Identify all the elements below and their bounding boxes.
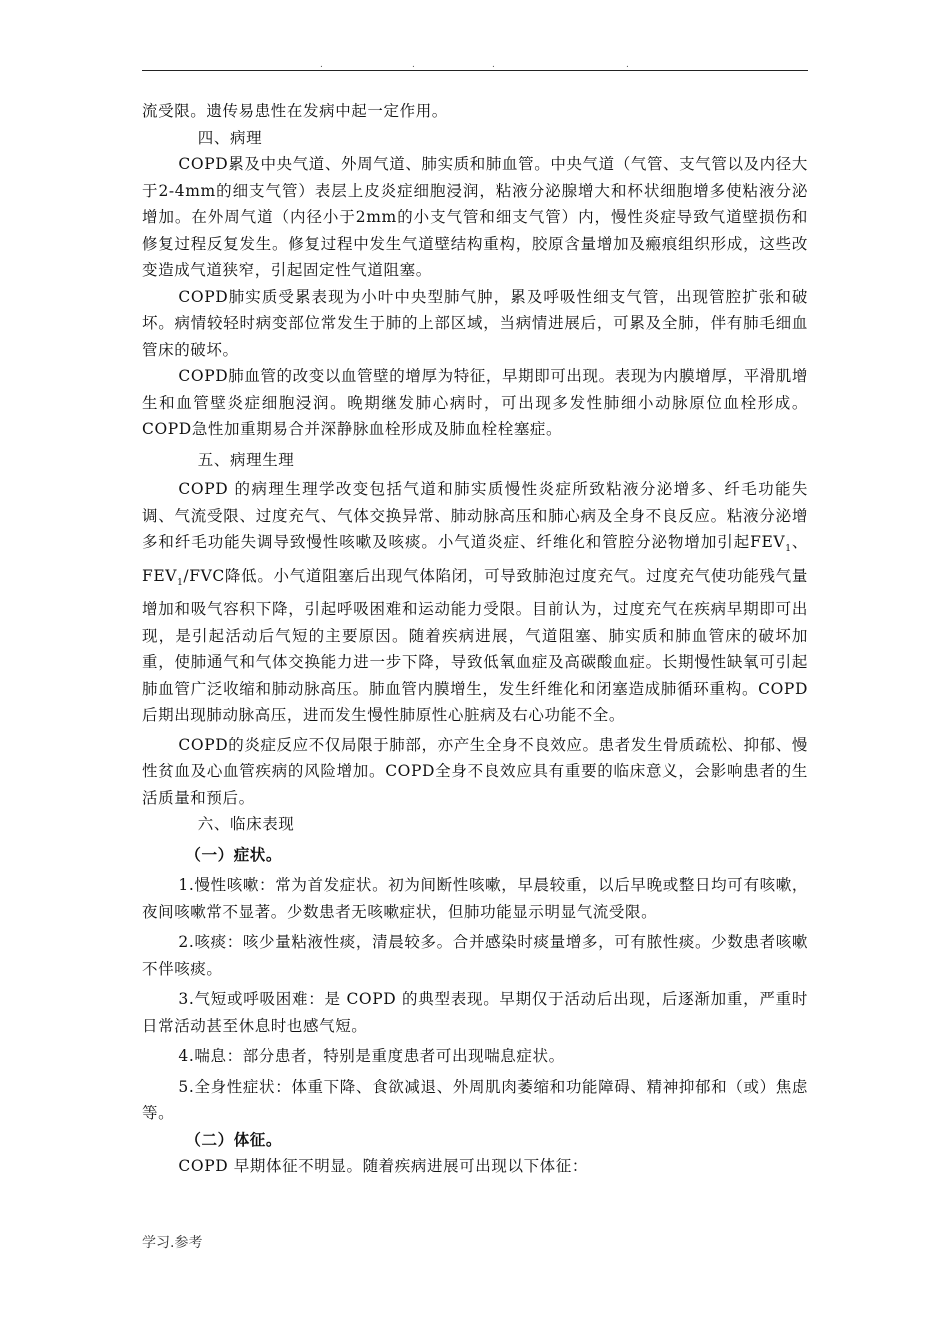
page-footer: 学习.参考 (142, 1235, 203, 1251)
header-dot: . (320, 60, 323, 70)
paragraph: COPD肺血管的改变以血管壁的增厚为特征，早期即可出现。表现为内膜增厚，平滑肌增生和血管壁炎症细胞浸润。晚期继发肺心病时，可出现多发性肺细小动脉原位血栓形成。COPD急性加重期易合并深静脉血栓形成及肺血栓栓塞症。 (142, 367, 808, 438)
section-heading-pathology: 四、病理 (197, 128, 263, 147)
symptom-item: 2.咳痰：咳少量粘液性痰，清晨较多。合并感染时痰量增多，可有脓性痰。少数患者咳嗽不伴咳痰。 (142, 933, 808, 978)
subsection-heading-symptoms: （一）症状。 (185, 844, 282, 864)
paragraph: COPD肺实质受累表现为小叶中央型肺气肿，累及呼吸性细支气管，出现管腔扩张和破坏。病情较轻时病变部位常发生于肺的上部区域，当病情进展后，可累及全肺，伴有肺毛细血管床的破坏。 (142, 287, 808, 359)
header-dot: . (492, 60, 495, 70)
header-dots (142, 60, 808, 70)
symptom-item: 1.慢性咳嗽：常为首发症状。初为间断性咳嗽，早晨较重，以后早晚或整日均可有咳嗽，夜间咳嗽常不显著。少数患者无咳嗽症状，但肺功能显示明显气流受限。 (142, 876, 808, 921)
header-rule (142, 70, 808, 71)
paragraph: COPD累及中央气道、外周气道、肺实质和肺血管。中央气道（气管、支气管以及内径大于2-4mm的细支气管）表层上皮炎症细胞浸润，粘液分泌腺增大和杯状细胞增多使粘液分泌增加。在外周气道（内径小于2mm的小支气管和细支气管）内，慢性炎症导致气道壁损伤和修复过程反复发生。修复过程中发生气道壁结构重构，胶原含量增加及瘢痕组织形成，这些改变造成气道狭窄，引起固定性气道阻塞。 (142, 155, 808, 279)
section-heading-pathophysiology: 五、病理生理 (197, 450, 295, 469)
text-run: 、FEV (142, 533, 808, 585)
section-heading-clinical: 六、临床表现 (197, 815, 295, 834)
document-body (142, 98, 808, 1180)
subsection-heading-signs: （二）体征。 (185, 1129, 282, 1149)
header-dot: . (626, 60, 629, 70)
paragraph: COPD 早期体征不明显。随着疾病进展可出现以下体征： (178, 1157, 588, 1176)
paragraph: COPD的炎症反应不仅局限于肺部，亦产生全身不良效应。患者发生骨质疏松、抑郁、慢性贫血及心血管疾病的风险增加。COPD全身不良效应具有重要的临床意义，会影响患者的生活质量和预后。 (142, 735, 808, 807)
subscript: 1 (785, 544, 792, 555)
header-dot: . (412, 60, 415, 70)
symptom-item: 5.全身性症状：体重下降、食欲减退、外周肌肉萎缩和功能障碍、精神抑郁和（或）焦虑等。 (142, 1077, 808, 1123)
symptom-item: 4.喘息：部分患者，特别是重度患者可出现喘息症状。 (178, 1047, 565, 1066)
paragraph (142, 476, 808, 729)
text-run: /FVC降低。小气道阻塞后出现气体陷闭，可导致肺泡过度充气。过度充气使功能残气量增加和吸气容积下降，引起呼吸困难和运动能力受限。目前认为，过度充气在疾病早期即可出现，是引起活动后气短的主要原因。随着疾病进展，气道阻塞、肺实质和肺血管床的破坏加重，使肺通气和气体交换能力进一步下降，导致低氧血症及高碳酸血症。长期慢性缺氧可引起肺血管广泛收缩和肺动脉高压。肺血管内膜增生，发生纤维化和闭塞造成肺循环重构。COPD 后期出现肺动脉高压，进而发生慢性肺原性心脏病及右心功能不全。 (142, 566, 808, 725)
subscript: 1 (177, 577, 184, 588)
symptom-item: 3.气短或呼吸困难：是 COPD 的典型表现。早期仅于活动后出现，后逐渐加重，严重时日常活动甚至休息时也感气短。 (142, 990, 808, 1035)
text-run: COPD 的病理生理学改变包括气道和肺实质慢性炎症所致粘液分泌增多、纤毛功能失调、气流受限、过度充气、气体交换异常、肺动脉高压和肺心病及全身不良反应。粘液分泌增多和纤毛功能失调导致慢性咳嗽及咳痰。小气道炎症、纤维化和管腔分泌物增加引起FEV (142, 480, 808, 551)
paragraph-continuation: 流受限。遗传易患性在发病中起一定作用。 (142, 102, 448, 120)
